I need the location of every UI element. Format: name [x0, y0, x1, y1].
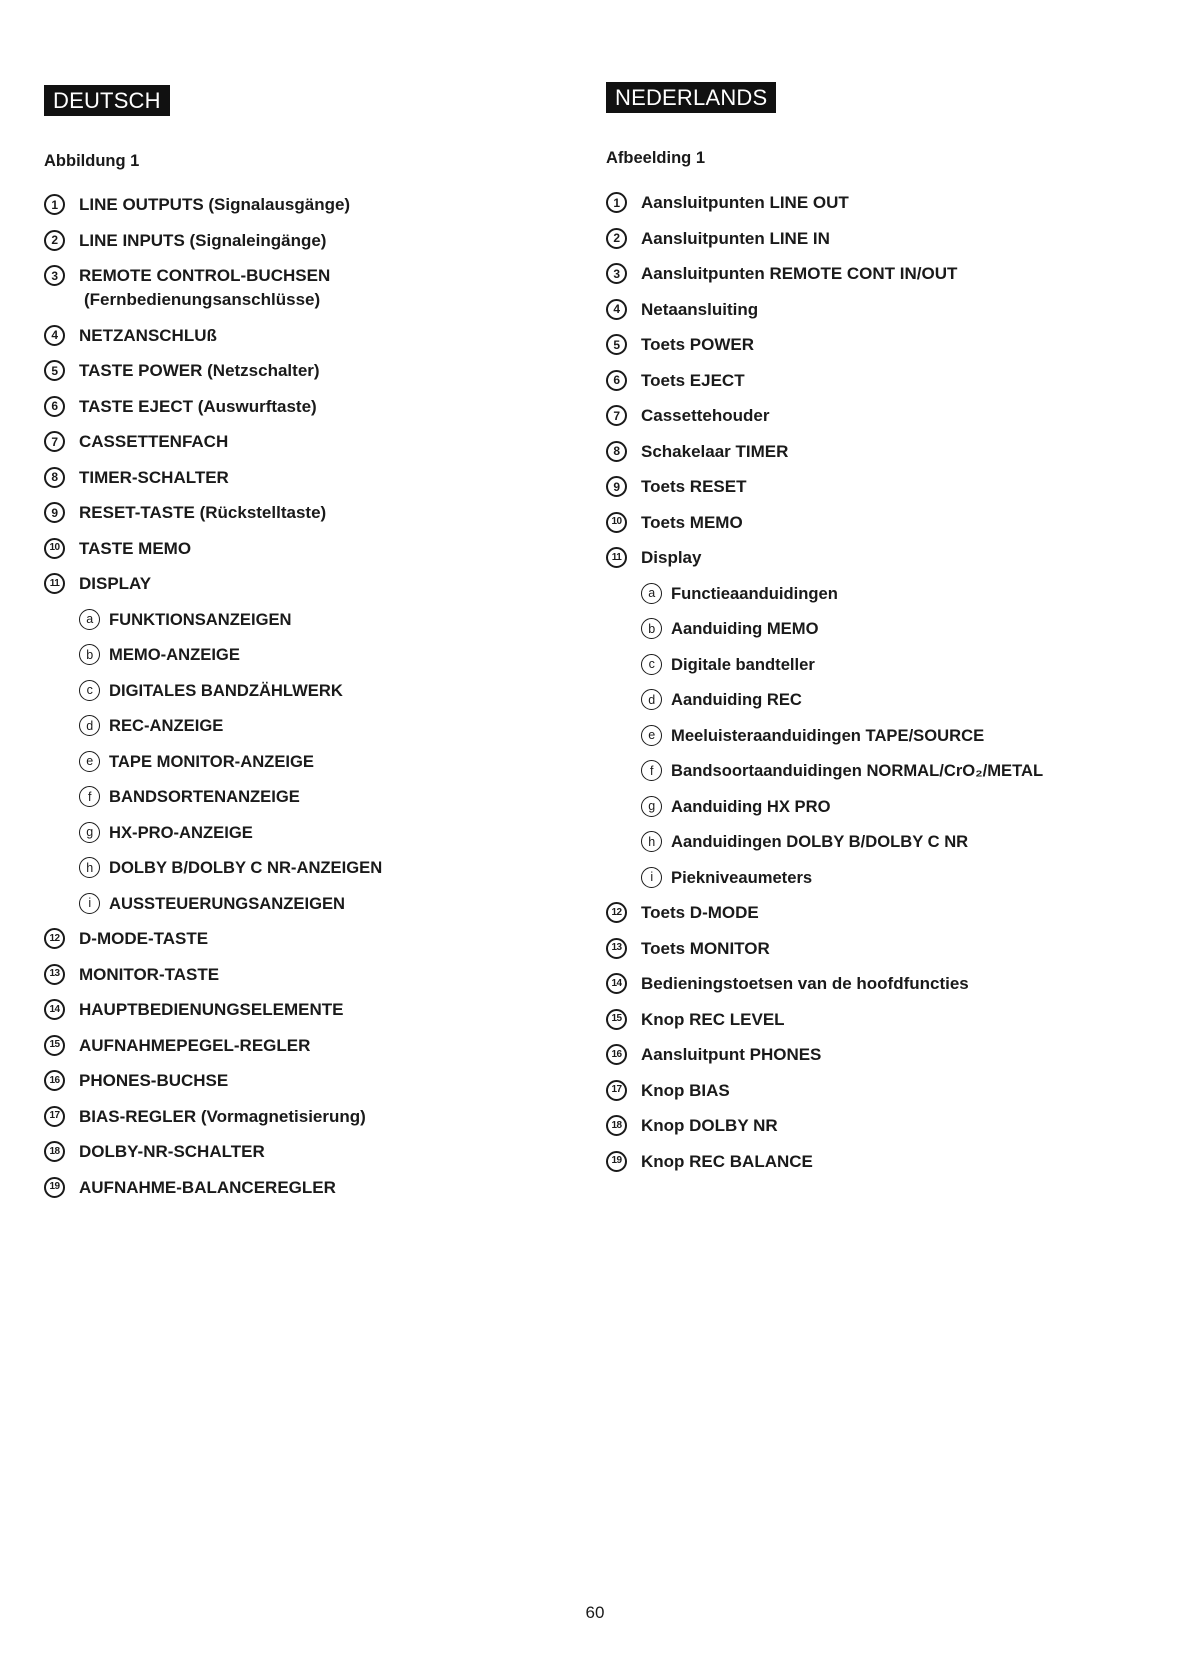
item-label: Knop DOLBY NR	[641, 1116, 778, 1135]
circled-marker: c	[79, 680, 100, 701]
item-label: Toets EJECT	[641, 370, 745, 390]
item-label: Toets RESET	[641, 477, 747, 496]
list-item	[44, 193, 564, 217]
item-text-block	[79, 264, 330, 312]
sub-list-item	[79, 679, 564, 703]
circled-marker: 3	[44, 265, 65, 286]
item-label: HAUPTBEDIENUNGSELEMENTE	[79, 1000, 344, 1019]
circled-marker: 11	[606, 547, 627, 568]
list-item	[606, 1008, 1166, 1032]
parts-list	[44, 193, 564, 1211]
item-label: BIAS-REGLER (Vormagnetisierung)	[79, 1106, 366, 1126]
item-text-block	[79, 430, 228, 454]
item-label: TASTE MEMO	[79, 538, 192, 558]
item-label: DOLBY-NR-SCHALTER	[79, 1142, 265, 1161]
list-item	[606, 1043, 1166, 1067]
item-label: Functieaanduidingen	[671, 583, 838, 603]
item-label: MEMO-ANZEIGE	[109, 645, 240, 664]
item-label: Knop REC LEVEL	[641, 1009, 785, 1029]
circled-marker: 17	[44, 1106, 65, 1127]
item-text-block	[641, 1114, 778, 1138]
item-text-block	[671, 653, 815, 677]
item-label: Digitale bandteller	[671, 654, 815, 674]
item-label: FUNKTIONSANZEIGEN	[109, 609, 292, 629]
circled-marker: 19	[44, 1177, 65, 1198]
item-text-block	[79, 1069, 228, 1093]
circled-marker: 4	[44, 325, 65, 346]
language-heading: NEDERLANDS	[606, 82, 776, 113]
circled-marker: 7	[44, 431, 65, 452]
item-text-block	[109, 714, 223, 738]
parts-list	[606, 191, 1166, 1185]
item-text-block	[641, 440, 788, 464]
item-label: Toets MEMO	[641, 512, 743, 532]
sub-list-item	[641, 653, 1166, 677]
circled-marker: 16	[606, 1044, 627, 1065]
sub-list-item	[641, 688, 1166, 712]
item-label: Knop REC BALANCE	[641, 1151, 813, 1171]
item-label: NETZANSCHLUß	[79, 325, 217, 345]
item-text-block	[671, 795, 830, 819]
item-text-block	[79, 1176, 336, 1200]
circled-marker: 2	[44, 230, 65, 251]
item-text-block	[641, 1079, 730, 1103]
list-item	[606, 369, 1166, 393]
item-text-block	[79, 395, 317, 419]
item-text-block	[79, 927, 208, 951]
circled-marker: 5	[44, 360, 65, 381]
sub-list-item	[641, 582, 1166, 606]
item-text-block	[671, 617, 818, 641]
list-item	[606, 298, 1166, 322]
circled-marker: 15	[44, 1035, 65, 1056]
circled-marker: g	[79, 822, 100, 843]
item-label: Aansluitpunten REMOTE CONT IN/OUT	[641, 264, 958, 283]
circled-marker: c	[641, 654, 662, 675]
item-text-block	[671, 688, 802, 712]
circled-marker: 10	[606, 512, 627, 533]
item-text-block	[641, 404, 769, 428]
item-label: TASTE POWER (Netzschalter)	[79, 361, 320, 380]
list-item	[606, 404, 1166, 428]
sub-list-item	[641, 724, 1166, 748]
item-label: DOLBY B/DOLBY C NR-ANZEIGEN	[109, 858, 383, 877]
circled-marker: 18	[44, 1141, 65, 1162]
list-item	[606, 511, 1166, 535]
item-label: Toets POWER	[641, 335, 755, 354]
item-label: Netaansluiting	[641, 299, 759, 319]
item-text-block	[671, 759, 1043, 783]
circled-marker: h	[79, 857, 100, 878]
list-item	[606, 227, 1166, 251]
list-item	[606, 937, 1166, 961]
item-text-block	[79, 1140, 265, 1164]
list-item	[606, 1150, 1166, 1174]
list-item	[44, 324, 564, 348]
circled-marker: 12	[44, 928, 65, 949]
list-item	[606, 333, 1166, 357]
item-label: AUFNAHMEPEGEL-REGLER	[79, 1035, 311, 1055]
list-item	[44, 1069, 564, 1093]
list-item	[44, 537, 564, 561]
item-label: Aansluitpunten LINE IN	[641, 228, 830, 248]
sub-list-item	[79, 750, 564, 774]
item-label: Bandsoortaanduidingen NORMAL/CrO₂/METAL	[671, 761, 1044, 780]
item-label: REMOTE CONTROL-BUCHSEN	[79, 266, 331, 285]
list-item	[44, 572, 564, 596]
sub-list-item	[641, 795, 1166, 819]
item-text-block	[641, 937, 770, 961]
item-text-block	[671, 830, 968, 854]
circled-marker: 1	[44, 194, 65, 215]
circled-marker: 10	[44, 538, 65, 559]
item-label: DISPLAY	[79, 574, 152, 593]
circled-marker: 3	[606, 263, 627, 284]
item-text-block	[641, 511, 743, 535]
circled-marker: d	[79, 715, 100, 736]
item-text-block	[79, 229, 326, 253]
circled-marker: 13	[606, 938, 627, 959]
item-label: Aanduiding REC	[671, 690, 802, 709]
item-text-block	[641, 262, 957, 286]
list-item	[44, 1034, 564, 1058]
sub-list-item	[79, 856, 564, 880]
item-label: Meeluisteraanduidingen TAPE/SOURCE	[671, 725, 985, 745]
circled-marker: d	[641, 689, 662, 710]
item-text-block	[641, 972, 969, 996]
item-label: MONITOR-TASTE	[79, 964, 220, 984]
item-text-block	[641, 227, 830, 251]
item-label: Aansluitpunt PHONES	[641, 1045, 822, 1064]
item-text-block	[79, 572, 151, 596]
list-item	[606, 440, 1166, 464]
item-text-block	[109, 643, 240, 667]
circled-marker: i	[641, 867, 662, 888]
item-label: TIMER-SCHALTER	[79, 467, 229, 487]
list-item	[44, 395, 564, 419]
circled-marker: 11	[44, 573, 65, 594]
item-label: Cassettehouder	[641, 406, 770, 425]
circled-marker: a	[641, 583, 662, 604]
circled-marker: 13	[44, 964, 65, 985]
list-item	[44, 963, 564, 987]
item-text-block	[641, 1150, 813, 1174]
item-label: Knop BIAS	[641, 1080, 730, 1100]
circled-marker: f	[641, 760, 662, 781]
circled-marker: 7	[606, 405, 627, 426]
item-label: Schakelaar TIMER	[641, 441, 789, 461]
item-label: DIGITALES BANDZÄHLWERK	[109, 680, 343, 700]
list-item	[606, 1114, 1166, 1138]
item-label: PHONES-BUCHSE	[79, 1071, 229, 1090]
list-item	[606, 546, 1166, 570]
item-label: D-MODE-TASTE	[79, 929, 209, 948]
circled-marker: e	[641, 725, 662, 746]
item-text-block	[79, 501, 326, 525]
list-item	[44, 1140, 564, 1164]
item-label: Piekniveaumeters	[671, 867, 813, 887]
item-label: BANDSORTENANZEIGE	[109, 787, 300, 806]
circled-marker: 14	[44, 999, 65, 1020]
item-label: AUSSTEUERUNGSANZEIGEN	[109, 893, 346, 913]
circled-marker: i	[79, 893, 100, 914]
item-label: Aanduiding HX PRO	[671, 796, 831, 816]
item-text-block	[641, 191, 849, 215]
list-item	[606, 191, 1166, 215]
circled-marker: 6	[606, 370, 627, 391]
list-item	[44, 501, 564, 525]
circled-marker: f	[79, 786, 100, 807]
item-label: Toets D-MODE	[641, 903, 759, 922]
item-label: REC-ANZEIGE	[109, 716, 224, 735]
circled-marker: 5	[606, 334, 627, 355]
item-label-continuation: (Fernbedienungsanschlüsse)	[84, 290, 321, 309]
item-label: Aanduiding MEMO	[671, 619, 819, 638]
item-text-block	[79, 1105, 366, 1129]
item-text-block	[641, 475, 746, 499]
page-number: 60	[585, 1603, 605, 1622]
item-text-block	[79, 193, 350, 217]
item-text-block	[109, 892, 345, 916]
item-label: TASTE EJECT (Auswurftaste)	[79, 396, 317, 416]
figure-label: Abbildung 1	[44, 152, 140, 170]
circled-marker: 9	[606, 476, 627, 497]
item-text-block	[671, 724, 984, 748]
circled-marker: h	[641, 831, 662, 852]
list-item	[606, 475, 1166, 499]
item-label: Aansluitpunten LINE OUT	[641, 193, 849, 212]
item-text-block	[109, 750, 314, 774]
list-item	[44, 430, 564, 454]
circled-marker: b	[641, 618, 662, 639]
circled-marker: 15	[606, 1009, 627, 1030]
figure-label: Afbeelding 1	[606, 149, 706, 167]
sub-list-item	[79, 892, 564, 916]
list-item	[44, 1105, 564, 1129]
item-label: CASSETTENFACH	[79, 432, 229, 451]
list-item	[44, 264, 564, 312]
list-item	[606, 1079, 1166, 1103]
item-text-block	[641, 369, 745, 393]
sub-list-item	[79, 821, 564, 845]
item-label: LINE OUTPUTS (Signalausgänge)	[79, 195, 351, 214]
list-item	[606, 262, 1166, 286]
list-item	[44, 1176, 564, 1200]
item-text-block	[671, 582, 838, 606]
item-label: AUFNAHME-BALANCEREGLER	[79, 1177, 336, 1197]
item-label: Bedieningstoetsen van de hoofdfuncties	[641, 974, 969, 993]
item-text-block	[79, 359, 320, 383]
sub-list-item	[79, 643, 564, 667]
item-text-block	[79, 963, 219, 987]
circled-marker: 8	[44, 467, 65, 488]
list-item	[44, 359, 564, 383]
circled-marker: 19	[606, 1151, 627, 1172]
list-item	[44, 229, 564, 253]
item-text-block	[79, 998, 343, 1022]
item-text-block	[109, 608, 292, 632]
item-text-block	[641, 546, 701, 570]
item-text-block	[79, 537, 191, 561]
item-text-block	[641, 1008, 785, 1032]
item-label: Toets MONITOR	[641, 938, 770, 958]
item-text-block	[109, 856, 382, 880]
sub-list-item	[641, 866, 1166, 890]
circled-marker: 18	[606, 1115, 627, 1136]
sub-list-item	[79, 714, 564, 738]
circled-marker: 6	[44, 396, 65, 417]
circled-marker: 1	[606, 192, 627, 213]
circled-marker: 12	[606, 902, 627, 923]
list-item	[44, 998, 564, 1022]
item-label: Aanduidingen DOLBY B/DOLBY C NR	[671, 832, 969, 851]
circled-marker: 14	[606, 973, 627, 994]
item-label: HX-PRO-ANZEIGE	[109, 822, 253, 842]
sub-list-item	[641, 830, 1166, 854]
item-text-block	[641, 1043, 821, 1067]
circled-marker: 16	[44, 1070, 65, 1091]
item-text-block	[671, 866, 812, 890]
item-text-block	[109, 785, 300, 809]
list-item	[44, 927, 564, 951]
item-text-block	[79, 466, 229, 490]
circled-marker: e	[79, 751, 100, 772]
item-text-block	[109, 821, 253, 845]
item-text-block	[79, 324, 217, 348]
list-item	[606, 972, 1166, 996]
sub-list-item	[641, 617, 1166, 641]
circled-marker: 9	[44, 502, 65, 523]
item-label: RESET-TASTE (Rückstelltaste)	[79, 503, 327, 522]
circled-marker: 17	[606, 1080, 627, 1101]
item-text-block	[641, 298, 758, 322]
item-text-block	[641, 901, 759, 925]
sub-list-item	[79, 785, 564, 809]
circled-marker: 8	[606, 441, 627, 462]
circled-marker: a	[79, 609, 100, 630]
circled-marker: 2	[606, 228, 627, 249]
sub-list-item	[641, 759, 1166, 783]
circled-marker: 4	[606, 299, 627, 320]
list-item	[606, 901, 1166, 925]
language-heading: DEUTSCH	[44, 85, 170, 116]
item-text-block	[641, 333, 754, 357]
list-item	[44, 466, 564, 490]
item-text-block	[109, 679, 343, 703]
item-label: TAPE MONITOR-ANZEIGE	[109, 751, 314, 771]
sub-list-item	[79, 608, 564, 632]
item-label: LINE INPUTS (Signaleingänge)	[79, 230, 327, 250]
circled-marker: b	[79, 644, 100, 665]
item-text-block	[79, 1034, 310, 1058]
circled-marker: g	[641, 796, 662, 817]
item-label: Display	[641, 548, 702, 567]
